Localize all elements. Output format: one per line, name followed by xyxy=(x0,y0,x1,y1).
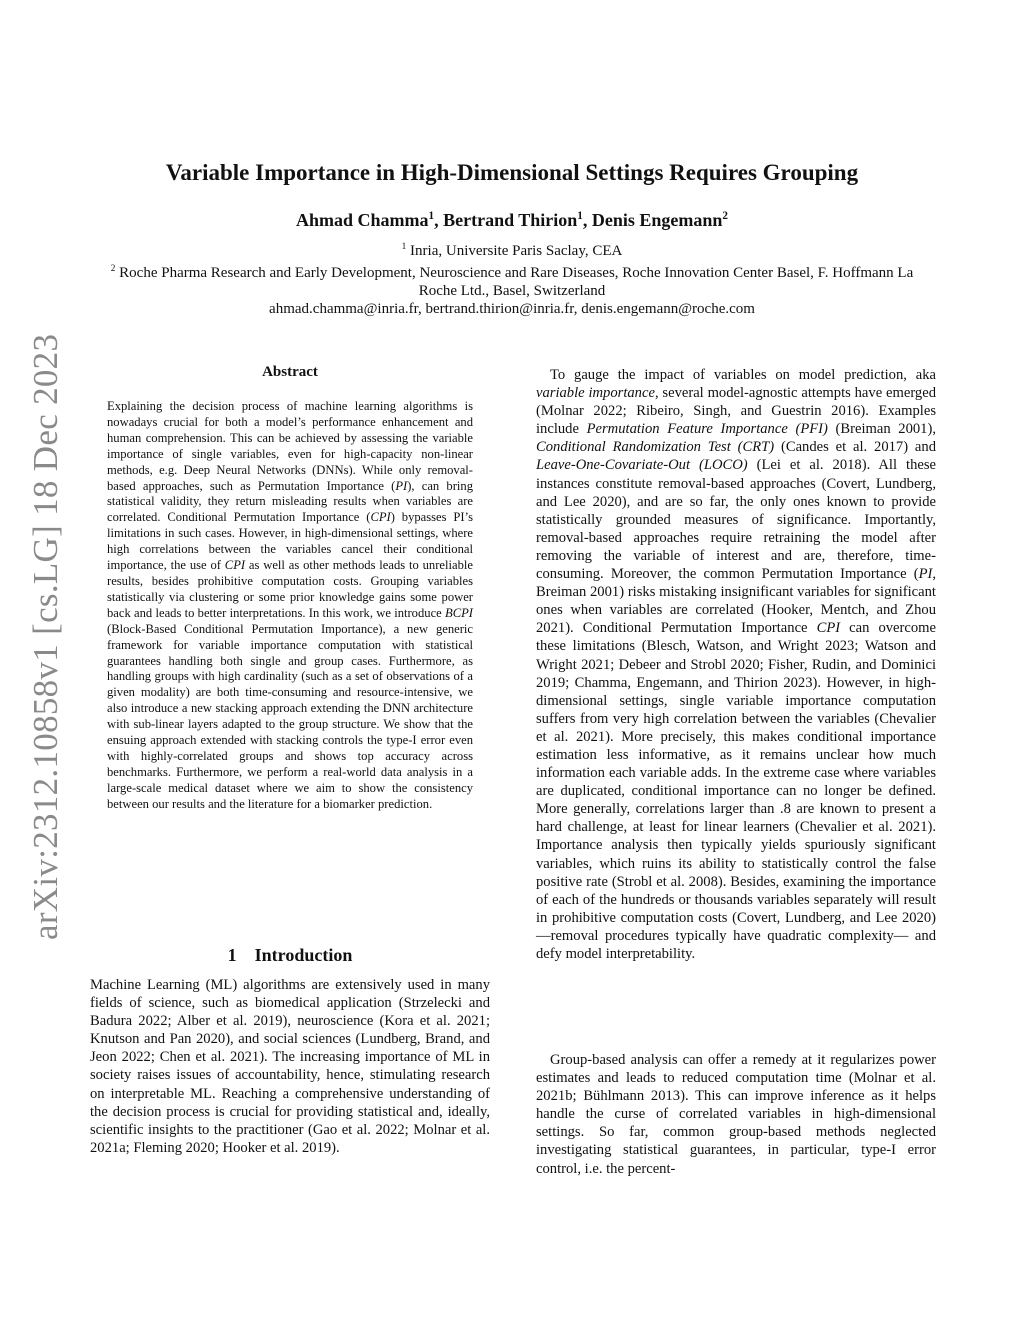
text-run: , Breiman 2001) risks mistaking insignificant variables for significant ones when variables are correlated (Hooker, Mentch, and Zhou 2021). Conditional Permutation Importance xyxy=(536,566,936,637)
text-run: To gauge the impact of variables on model prediction, aka xyxy=(550,367,936,383)
emphasized-term: BCPI xyxy=(445,605,473,620)
body-paragraph xyxy=(536,1051,936,1178)
affiliation-text: Inria, Universite Paris Saclay, CEA xyxy=(406,243,623,259)
emphasized-term: PI xyxy=(395,478,408,493)
section-title: Introduction xyxy=(254,945,353,965)
emphasized-term: CPI xyxy=(816,620,841,637)
author-name: Denis Engemann xyxy=(591,210,723,230)
affiliation-mark: 2 xyxy=(110,264,116,274)
body-paragraph xyxy=(536,366,936,963)
section-number: 1 xyxy=(227,945,237,965)
abstract-body xyxy=(107,399,473,813)
author-name: Ahmad Chamma xyxy=(296,210,429,230)
text-run: can overcome these limitations (Blesch, Watson, and Wright 2023; Watson and Wright 2021; Debeer and Strobl 2020; Fisher, Rudin, and Dominici 2019; Chamma, Engemann, and Thirion 2023). However, in high-dimensional settings, single variable importance computation suffers from very high correlation between the variables (Chevalier et al. 2021). More precisely, this makes conditional importance estimation less informative, as it remains unclear how much information each variable adds. In the extreme case where variables are duplicated, conditional importance can no longer be defined. More generally, correlations larger than .8 are known to present a hard challenge, at least for linear learners (Chevalier et al. 2021). Importance analysis then typically yields spuriously significant variables, which ruins its ability to statistically control the false positive rate (Strobl et al. 2008). Besides, examining the importance of each of the hundreds or thousands variables separately will result in prohibitive computation costs (Covert, Lundberg, and Lee 2020) —removal procedures typically have quadratic complexity— and defy model interpretability. xyxy=(536,620,936,962)
text-run: (Block-Based Conditional Permutation Importance), a new generic framework for variable importance computation with statistical guarantees handling both single and group cases. Furthermore, as handling groups with high cardinality (such as a set of observations of a given modality) are both time-consuming and resource-intensive, we also introduce a new stacking approach extending the DNN architecture with sub-linear layers adapted to the group structure. We show that the ensuing approach extended with stacking controls the type-I error even with highly-correlated groups and shows top accuracy across benchmarks. Furthermore, we perform a real-world data analysis in a large-scale medical dataset where we aim to show the consistency between our results and the literature for a biomarker prediction. xyxy=(107,621,473,811)
abstract-heading: Abstract xyxy=(262,364,318,380)
affiliation-1 xyxy=(100,238,924,260)
emphasized-term: Permutation Feature Importance (PFI) xyxy=(586,421,828,438)
emphasized-term: variable importance xyxy=(536,385,655,402)
author-affiliation-mark: 1 xyxy=(577,210,583,222)
text-run: (Breiman 2001), xyxy=(827,421,936,438)
text-run: , several model-agnostic attempts have emerged (Molnar 2022; Ribeiro, Singh, and Guestrin 2016). Examples include xyxy=(536,385,936,438)
text-run: Group-based analysis can offer a remedy at it regularizes power estimates and leads to reduced computation time (Molnar et al. 2021b; Bühlmann 2013). This can improve inference as it helps handle the curse of correlated variables in high-dimensional settings. So far, common group-based methods neglected investigating statistical guarantees, in particular, type-I error control, i.e. the percent- xyxy=(536,1052,936,1177)
author-name: Bertrand Thirion xyxy=(443,210,578,230)
affiliation-mark: 1 xyxy=(401,242,407,252)
text-run: Explaining the decision process of machine learning algorithms is nowadays crucial for both a model’s performance enhancement and human comprehension. This can be achieved by assessing the variable importance of single variables, even for high-capacity non-linear methods, e.g. Deep Neural Networks (DNNs). While only removal-based approaches, such as Permutation Importance ( xyxy=(107,399,473,493)
author-affiliation-mark: 1 xyxy=(428,210,435,222)
introduction-paragraph xyxy=(90,976,490,1157)
arxiv-identifier: arXiv:2312.10858v1 [cs.LG] 18 Dec 2023 xyxy=(26,333,65,940)
text-run: (Candes et al. 2017) and xyxy=(774,439,936,456)
text-run: (Lei et al. 2018). All these instances constitute removal-based approaches (Covert, Lundberg, and Lee 2020), and are so far, the only ones known to provide statistically grounded measures of significance. Importantly, removal-based approaches require retraining the model after removing the variable of interest and are, therefore, time-consuming. Moreover, the common Permutation Importance ( xyxy=(536,457,937,583)
paper-title: Variable Importance in High-Dimensional Settings Requires Grouping xyxy=(165,160,859,185)
author-list xyxy=(0,210,1024,231)
emphasized-term: PI xyxy=(918,566,933,583)
text-run: Machine Learning (ML) algorithms are extensively used in many fields of science, such as biomedical application (Strzelecki and Badura 2022; Alber et al. 2019), neuroscience (Kora et al. 2021; Knutson and Pan 2020), and social sciences (Lundberg, Brand, and Jeon 2022; Chen et al. 2021). The increasing importance of ML in society raises issues of accountability, hence, stimulating research on interpretable ML. Reaching a comprehensive understanding of the decision process is crucial for providing statistical and, ideally, scientific insights to the practitioner (Gao et al. 2022; Molnar et al. 2021a; Fleming 2020; Hooker et al. 2019). xyxy=(90,977,490,1156)
affiliations xyxy=(100,238,924,318)
author-affiliation-mark: 2 xyxy=(722,210,728,222)
emphasized-term: CPI xyxy=(224,558,246,573)
author-emails: ahmad.chamma@inria.fr, bertrand.thirion@inria.fr, denis.engemann@roche.com xyxy=(269,301,755,317)
section-heading-introduction xyxy=(90,945,490,966)
affiliation-2 xyxy=(100,260,924,300)
text-run: as well as other methods leads to unreliable results, besides prohibitive computation costs. Grouping variables statistically via clustering or some prior knowledge gains some power back and leads to better interpretations. In this work, we introduce xyxy=(107,558,473,620)
emphasized-term: CPI xyxy=(370,510,391,525)
author-separator: , xyxy=(434,210,444,230)
text-run: ) bypasses PI’s limitations in such cases. However, in high-dimensional settings, where high correlations between the variables cancel their conditional importance, the use of xyxy=(107,510,473,573)
author-separator: , xyxy=(582,210,592,230)
text-run: ), can bring statistical validity, they return misleading results when variables are correlated. Conditional Permutation Importance ( xyxy=(107,478,473,525)
emphasized-term: Conditional Randomization Test (CRT) xyxy=(536,439,775,456)
affiliation-text: Roche Pharma Research and Early Development, Neuroscience and Rare Diseases, Roche Innovation Center Basel, F. Hoffmann La Roche Ltd., Basel, Switzerland xyxy=(115,265,914,299)
emphasized-term: Leave-One-Covariate-Out (LOCO) xyxy=(536,457,748,474)
